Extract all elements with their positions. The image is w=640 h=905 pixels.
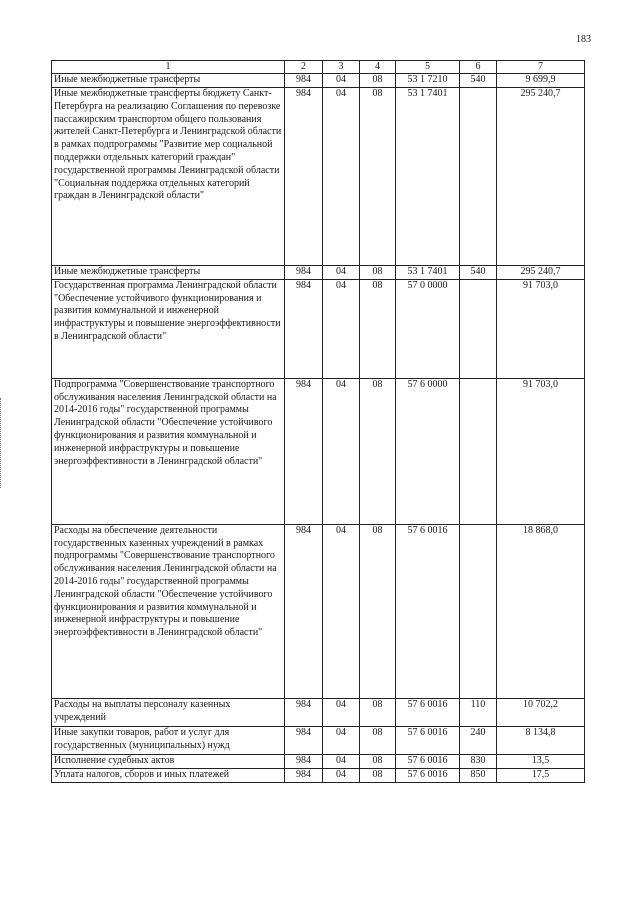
row-section: 04 xyxy=(323,74,360,88)
row-section: 04 xyxy=(323,726,360,754)
row-type xyxy=(460,88,497,266)
row-subsection: 08 xyxy=(360,524,396,698)
row-section: 04 xyxy=(323,698,360,726)
row-section: 04 xyxy=(323,266,360,280)
row-type: 110 xyxy=(460,698,497,726)
row-code: 984 xyxy=(285,279,323,378)
table-row xyxy=(52,698,585,726)
row-section: 04 xyxy=(323,279,360,378)
row-code: 984 xyxy=(285,88,323,266)
row-subsection: 08 xyxy=(360,279,396,378)
row-target: 57 6 0016 xyxy=(396,726,460,754)
row-name: Иные межбюджетные трансферты бюджету Санкт-Петербурга на реализацию Соглашения по перевозке пассажирским транспортом общего пользования жителей Санкт-Петербурга и Ленинградской области в рамках подпрограммы "Развитие мер социальной поддержки отдельных категорий граждан" государственной программы Ленинградской области "Социальная поддержка отдельных категорий граждан в Ленинградской области" xyxy=(52,88,285,266)
row-target: 53 1 7401 xyxy=(396,266,460,280)
row-subsection: 08 xyxy=(360,768,396,782)
row-type: 850 xyxy=(460,768,497,782)
row-amount: 13,5 xyxy=(497,754,585,768)
table-header-row xyxy=(52,61,585,74)
row-target: 53 1 7401 xyxy=(396,88,460,266)
table-row xyxy=(52,279,585,378)
row-subsection: 08 xyxy=(360,88,396,266)
row-subsection: 08 xyxy=(360,74,396,88)
budget-table xyxy=(51,60,585,783)
scan-edge-mark xyxy=(0,398,4,488)
row-subsection: 08 xyxy=(360,378,396,524)
row-target: 57 6 0016 xyxy=(396,768,460,782)
row-name: Иные межбюджетные трансферты xyxy=(52,266,285,280)
row-amount: 91 703,0 xyxy=(497,378,585,524)
row-name: Расходы на выплаты персоналу казенных учреждений xyxy=(52,698,285,726)
row-code: 984 xyxy=(285,524,323,698)
row-subsection: 08 xyxy=(360,726,396,754)
row-subsection: 08 xyxy=(360,266,396,280)
row-type xyxy=(460,524,497,698)
page-number: 183 xyxy=(576,34,591,45)
row-type: 540 xyxy=(460,74,497,88)
row-code: 984 xyxy=(285,754,323,768)
row-name: Уплата налогов, сборов и иных платежей xyxy=(52,768,285,782)
row-amount: 17,5 xyxy=(497,768,585,782)
row-subsection: 08 xyxy=(360,754,396,768)
row-target: 57 6 0000 xyxy=(396,378,460,524)
table-row xyxy=(52,524,585,698)
row-name: Подпрограмма "Совершенствование транспортного обслуживания населения Ленинградской области на 2014-2016 годы" государственной программы Ленинградской области "Обеспечение устойчивого функционирования и развития коммунальной и инженерной инфраструктуры и повышение энергоэффективности в Ленинградской области" xyxy=(52,378,285,524)
row-amount: 9 699,9 xyxy=(497,74,585,88)
table-row xyxy=(52,378,585,524)
column-header: 4 xyxy=(360,61,396,74)
row-code: 984 xyxy=(285,726,323,754)
row-name: Расходы на обеспечение деятельности государственных казенных учреждений в рамках подпрограммы "Совершенствование транспортного обслуживания населения Ленинградской области на 2014-2016 годы" государственной программы Ленинградской области "Обеспечение устойчивого функционирования и развития коммунальной и инженерной инфраструктуры и повышение энергоэффективности в Ленинградской области" xyxy=(52,524,285,698)
row-section: 04 xyxy=(323,378,360,524)
row-target: 57 6 0016 xyxy=(396,698,460,726)
row-amount: 10 702,2 xyxy=(497,698,585,726)
table-row xyxy=(52,88,585,266)
column-header: 6 xyxy=(460,61,497,74)
row-code: 984 xyxy=(285,74,323,88)
column-header: 3 xyxy=(323,61,360,74)
row-amount: 8 134,8 xyxy=(497,726,585,754)
row-name: Государственная программа Ленинградской области "Обеспечение устойчивого функционирования и развития коммунальной и инженерной инфраструктуры и повышение энергоэффективности в Ленинградской области" xyxy=(52,279,285,378)
row-section: 04 xyxy=(323,524,360,698)
row-section: 04 xyxy=(323,754,360,768)
row-type: 240 xyxy=(460,726,497,754)
row-code: 984 xyxy=(285,266,323,280)
row-name: Исполнение судебных актов xyxy=(52,754,285,768)
table-row xyxy=(52,726,585,754)
row-code: 984 xyxy=(285,768,323,782)
column-header: 1 xyxy=(52,61,285,74)
row-amount: 295 240,7 xyxy=(497,88,585,266)
column-header: 5 xyxy=(396,61,460,74)
table-row xyxy=(52,754,585,768)
row-code: 984 xyxy=(285,698,323,726)
table-row xyxy=(52,768,585,782)
row-type xyxy=(460,378,497,524)
table-row xyxy=(52,74,585,88)
column-header: 2 xyxy=(285,61,323,74)
row-type: 830 xyxy=(460,754,497,768)
row-amount: 18 868,0 xyxy=(497,524,585,698)
row-amount: 295 240,7 xyxy=(497,266,585,280)
row-subsection: 08 xyxy=(360,698,396,726)
row-section: 04 xyxy=(323,768,360,782)
row-target: 57 0 0000 xyxy=(396,279,460,378)
row-name: Иные межбюджетные трансферты xyxy=(52,74,285,88)
table-row xyxy=(52,266,585,280)
row-section: 04 xyxy=(323,88,360,266)
row-target: 57 6 0016 xyxy=(396,524,460,698)
row-target: 53 1 7210 xyxy=(396,74,460,88)
row-code: 984 xyxy=(285,378,323,524)
row-name: Иные закупки товаров, работ и услуг для государственных (муниципальных) нужд xyxy=(52,726,285,754)
row-type: 540 xyxy=(460,266,497,280)
row-target: 57 6 0016 xyxy=(396,754,460,768)
row-amount: 91 703,0 xyxy=(497,279,585,378)
row-type xyxy=(460,279,497,378)
column-header: 7 xyxy=(497,61,585,74)
